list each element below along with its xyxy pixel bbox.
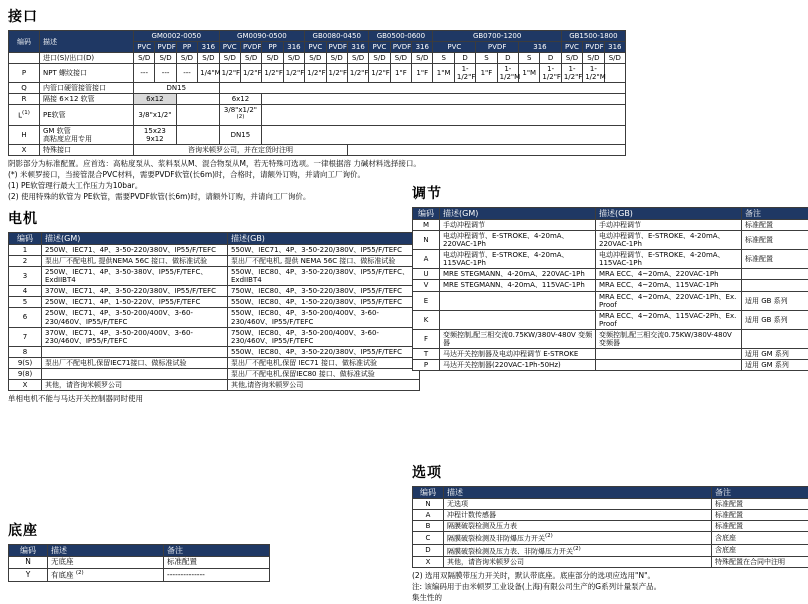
cell-remark: 标准配置 <box>742 231 808 250</box>
row-desc: PE软管 <box>40 105 134 125</box>
cell <box>176 105 219 125</box>
table-row <box>413 220 808 231</box>
row-code: 4 <box>9 286 42 297</box>
cell: S/D <box>390 53 411 64</box>
row-code <box>9 53 40 64</box>
cell: S/D <box>262 53 283 64</box>
sub-316: 316 <box>347 42 368 53</box>
cell: 15x23 9x12 <box>134 125 177 144</box>
section-options <box>412 462 802 604</box>
cell: DN15 <box>219 125 262 144</box>
cell-desc: 无底座 <box>48 557 164 569</box>
section-options-title: 选项 <box>412 462 802 482</box>
row-code: C <box>413 532 444 544</box>
cell-gb: 550W、IEC80、4P、3-50-200/400V、3-60-230/460V、IP55/F/TEFC <box>228 308 420 327</box>
table-row <box>9 368 420 379</box>
group-gb0500: GB0500-0600 <box>369 31 433 42</box>
cell <box>176 94 219 105</box>
cell-gb: 泵出厂不配电机, 提供 NEMA 56C 接口、做标准试验 <box>228 256 420 267</box>
row-code: A <box>413 510 444 521</box>
cell: 咨询米顿罗公司，并在定货时注明 <box>134 144 348 155</box>
table-row <box>9 256 420 267</box>
regulation-table <box>412 207 808 371</box>
cell <box>262 105 626 125</box>
options-note-0: (2) 选用双隔膜带压力开关时，默认带底座。底座部分的选项应选用"N"。 <box>412 571 802 582</box>
cell: --- <box>155 64 176 83</box>
cell-desc: 其他，请咨询米顿罗公司 <box>444 557 712 568</box>
row-code: R <box>9 94 40 105</box>
section-regulation-title: 调节 <box>412 183 802 203</box>
group-gb0700: GB0700-1200 <box>433 31 561 42</box>
table-row <box>413 291 808 310</box>
cell-gm <box>42 346 228 357</box>
cell: S/D <box>326 53 347 64</box>
cell: --- <box>176 64 197 83</box>
cell-gm: 250W、IEC71、4P、3-50-220/380V、IP55/F/TEFC <box>42 245 228 256</box>
table-row <box>9 53 626 64</box>
table-row <box>413 521 808 532</box>
table-row <box>9 346 420 357</box>
sub-pvdf: PVDF <box>240 42 261 53</box>
sub-316: 316 <box>519 42 562 53</box>
section-interface <box>8 6 628 202</box>
table-row <box>9 267 420 286</box>
cell-gm: MRE STEGMANN、4-20mA、220VAC-1Ph <box>440 269 596 280</box>
table-row <box>9 125 626 144</box>
cell: S <box>519 53 540 64</box>
group-gm0090: GM0090-0500 <box>219 31 305 42</box>
sub-316: 316 <box>198 42 219 53</box>
cell: S <box>433 53 454 64</box>
cell-gm: 电动冲程调节、E-STROKE、4-20mA、220VAC-1Ph <box>440 231 596 250</box>
row-code: X <box>9 379 42 390</box>
cell: S/D <box>155 53 176 64</box>
row-code: E <box>413 291 440 310</box>
cell-gm: 泵出厂不配电机,保留IEC71接口、做标准试验 <box>42 357 228 368</box>
col-code: 编码 <box>9 31 40 53</box>
cell: 1/2"F <box>262 64 283 83</box>
row-desc: GM 软管 高粘度应用专用 <box>40 125 134 144</box>
cell-gm: 250W、IEC71、4P、1-50-220V、IP55/F/TEFC <box>42 297 228 308</box>
row-code: F <box>413 329 440 348</box>
table-row <box>413 359 808 370</box>
sub-316: 316 <box>604 42 625 53</box>
cell-desc: 无选项 <box>444 499 712 510</box>
cell: 1"M <box>433 64 454 83</box>
interface-note-1: (*) 米顿罗接口，当接管混合PVC材料，需要PVDF软管(长6m)时，合格时，请额外订购，并请向工厂询价。 <box>8 170 628 181</box>
cell-gm: 泵出厂不配电机, 提供NEMA 56C 接口、做标准试验 <box>42 256 228 267</box>
table-row <box>9 297 420 308</box>
table-row <box>413 231 808 250</box>
cell: 1/4"M <box>198 64 219 83</box>
row-code: K <box>413 310 440 329</box>
cell: 1/2"F <box>326 64 347 83</box>
cell: 1"F <box>476 64 497 83</box>
row-code: D <box>413 544 444 556</box>
col-desc-gm: 描述(GM) <box>440 208 596 220</box>
cell: 1"F <box>412 64 433 83</box>
sub-pp: PP <box>176 42 197 53</box>
sub-pvc: PVC <box>561 42 582 53</box>
table-header-row <box>9 545 270 557</box>
cell: 1/2"F <box>305 64 326 83</box>
cell-gm: 250W、IEC71、4P、3-50-380V、IP55/F/TEFC、ExdIIBT4 <box>42 267 228 286</box>
cell-gb: MRA ECC、4~20mA、115VAC-2Ph、Ex. Proof <box>596 310 742 329</box>
cell-gb <box>596 348 742 359</box>
sub-pvc: PVC <box>305 42 326 53</box>
table-row <box>413 499 808 510</box>
row-desc: 特殊接口 <box>40 144 134 155</box>
interface-table <box>8 30 626 156</box>
row-desc: 内管口硬管接管接口 <box>40 83 134 94</box>
cell: S/D <box>583 53 604 64</box>
table-header-row <box>9 31 626 42</box>
cell-remark: 标准配置 <box>164 557 270 569</box>
table-row <box>9 83 626 94</box>
row-desc: 隔接 6×12 软管 <box>40 94 134 105</box>
cell-gb: 变频控制,配三相交流0.75KW/380V-480V 变频器 <box>596 329 742 348</box>
cell <box>262 125 626 144</box>
cell-gm <box>440 310 596 329</box>
cell: 1-1/2"M <box>583 64 604 83</box>
row-code: Q <box>9 83 40 94</box>
cell: S/D <box>283 53 304 64</box>
cell-remark: 特殊配置在合同中注明 <box>712 557 808 568</box>
cell: S/D <box>240 53 261 64</box>
col-code: 编码 <box>9 545 48 557</box>
row-code: P <box>9 64 40 83</box>
table-header-row <box>413 487 808 499</box>
sub-pvdf: PVDF <box>476 42 519 53</box>
sub-pvc: PVC <box>219 42 240 53</box>
cell: S <box>476 53 497 64</box>
cell-gb: 电动冲程调节、E-STROKE、4-20mA、220VAC-1Ph <box>596 231 742 250</box>
cell: S/D <box>412 53 433 64</box>
row-code: A <box>413 250 440 269</box>
cell-remark: 适用 GB 系列 <box>742 310 808 329</box>
row-code: 9(S) <box>9 357 42 368</box>
cell: 1-1/2"F <box>540 64 561 83</box>
cell-desc: 有底座 $^{(2)}$ <box>48 568 164 581</box>
cell-gm: MRE STEGMANN、4-20mA、115VAC-1Ph <box>440 280 596 291</box>
row-code: 7 <box>9 327 42 346</box>
cell-desc: 隔膜破裂检测及压力表、非防爆压力开关$^{(2)}$ <box>444 544 712 556</box>
sub-pvdf: PVDF <box>390 42 411 53</box>
col-code: 编码 <box>9 233 42 245</box>
cell-gm: 电动冲程调节、E-STROKE、4-20mA、115VAC-1Ph <box>440 250 596 269</box>
cell: D <box>454 53 475 64</box>
cell-gb: 泵出厂不配电机,保留IEC80 接口、做标准试验 <box>228 368 420 379</box>
col-desc: 描述 <box>48 545 164 557</box>
cell: 1/2"F <box>347 64 368 83</box>
row-code: 6 <box>9 308 42 327</box>
cell: 3/8"x1/2" <box>134 105 177 125</box>
cell-gm: 马达开关控制器(220VAC-1Ph-50Hz) <box>440 359 596 370</box>
section-interface-title: 接口 <box>8 6 628 26</box>
sub-pvc: PVC <box>433 42 476 53</box>
sub-pvdf: PVDF <box>583 42 604 53</box>
cell-gm: 手动冲程调节 <box>440 220 596 231</box>
table-row <box>9 286 420 297</box>
table-row <box>413 250 808 269</box>
col-code: 编码 <box>413 208 440 220</box>
cell: DN15 <box>134 83 220 94</box>
col-desc-gb: 描述(GB) <box>596 208 742 220</box>
cell: 1/2"F <box>219 64 240 83</box>
table-row <box>9 327 420 346</box>
row-code: B <box>413 521 444 532</box>
cell: --- <box>134 64 155 83</box>
cell: S/D <box>305 53 326 64</box>
section-motor <box>8 208 408 405</box>
cell-remark: 含底座 <box>712 532 808 544</box>
cell: 1/2"F <box>369 64 390 83</box>
cell: S/D <box>198 53 219 64</box>
row-code: 9(8) <box>9 368 42 379</box>
sub-pp: PP <box>262 42 283 53</box>
table-row <box>413 544 808 556</box>
sub-316: 316 <box>283 42 304 53</box>
table-row <box>9 245 420 256</box>
sub-316: 316 <box>412 42 433 53</box>
cell: S/D <box>219 53 240 64</box>
cell-gm: 其他，请咨询米顿罗公司 <box>42 379 228 390</box>
cell-remark <box>742 269 808 280</box>
row-code: U <box>413 269 440 280</box>
table-row <box>413 557 808 568</box>
cell-gm: 250W、IEC71、4P、3-50-200/400V、3-60-230/460V、IP55/F/TEFC <box>42 308 228 327</box>
table-row <box>9 379 420 390</box>
cell-gb: 电动冲程调节、E-STROKE、4-20mA、115VAC-1Ph <box>596 250 742 269</box>
table-row <box>9 568 270 581</box>
cell-gm <box>440 291 596 310</box>
cell: 1/2"F <box>283 64 304 83</box>
base-table <box>8 544 270 582</box>
motor-table <box>8 232 420 391</box>
row-code: V <box>413 280 440 291</box>
cell-gm: 370W、IEC71、4P、3-50-220/380V、IP55/F/TEFC <box>42 286 228 297</box>
row-code: 3 <box>9 267 42 286</box>
table-row <box>9 105 626 125</box>
options-note-2: 集生性的 <box>412 593 802 604</box>
cell-desc: 隔膜破裂检测及非防爆压力开关$^{(2)}$ <box>444 532 712 544</box>
col-remark: 备注 <box>164 545 270 557</box>
section-base-title: 底座 <box>8 520 258 540</box>
row-code: 5 <box>9 297 42 308</box>
col-code: 编码 <box>413 487 444 499</box>
row-desc: NPT 螺纹接口 <box>40 64 134 83</box>
cell: D <box>497 53 518 64</box>
row-code: X <box>9 144 40 155</box>
cell-gb: MRA ECC、4~20mA、220VAC-1Ph <box>596 269 742 280</box>
table-row <box>9 308 420 327</box>
table-row <box>413 269 808 280</box>
table-row <box>9 557 270 569</box>
cell-remark: 标准配置 <box>742 220 808 231</box>
cell-remark <box>742 280 808 291</box>
sub-pvc: PVC <box>369 42 390 53</box>
table-row <box>9 144 626 155</box>
section-regulation <box>412 183 802 371</box>
col-remark: 备注 <box>742 208 808 220</box>
cell-gm: 370W、IEC71、4P、3-50-200/400V、3-60-230/460V、IP55/F/TEFC <box>42 327 228 346</box>
cell: 1"M <box>519 64 540 83</box>
section-motor-title: 电机 <box>8 208 408 228</box>
cell: 1-1/2"F <box>454 64 475 83</box>
cell-gb: 550W、IEC80、4P、3-50-220/380V、IP55/F/TEFC <box>228 346 420 357</box>
cell-gb: 其他,请咨询米顿罗公司 <box>228 379 420 390</box>
row-code: 2 <box>9 256 42 267</box>
group-gb1500: GB1500-1800 <box>561 31 625 42</box>
row-desc: 进口(S)/出口(D) <box>40 53 134 64</box>
row-code: H <box>9 125 40 144</box>
col-desc-gm: 描述(GM) <box>42 233 228 245</box>
cell-gb: 750W、IEC80、4P、3-50-220/380V、IP55/F/TEFC <box>228 286 420 297</box>
table-row <box>413 510 808 521</box>
cell: S/D <box>561 53 582 64</box>
sub-pvdf: PVDF <box>155 42 176 53</box>
cell-gb: 手动冲程调节 <box>596 220 742 231</box>
col-desc: 描述 <box>40 31 134 53</box>
cell-remark: 适用 GM 系列 <box>742 359 808 370</box>
row-code: T <box>413 348 440 359</box>
table-row <box>9 64 626 83</box>
cell: S/D <box>604 53 625 64</box>
col-desc-gb: 描述(GB) <box>228 233 420 245</box>
row-code: N <box>413 499 444 510</box>
cell: 6x12 <box>219 94 262 105</box>
group-gb0080: GB0080-0450 <box>305 31 369 42</box>
col-desc: 描述 <box>444 487 712 499</box>
cell-remark: 含底座 <box>712 544 808 556</box>
row-code: X <box>413 557 444 568</box>
options-note-1: 注: 该编码用于由米顿罗工业设备(上海)有限公司生产的G系列计量泵产品。 <box>412 582 802 593</box>
sub-pvc: PVC <box>134 42 155 53</box>
row-code: N <box>413 231 440 250</box>
row-code: M <box>413 220 440 231</box>
cell <box>219 83 625 94</box>
cell: S/D <box>176 53 197 64</box>
cell: S/D <box>347 53 368 64</box>
cell-gb: 550W、IEC71、4P、3-50-220/380V、IP55/F/TEFC <box>228 245 420 256</box>
cell-gb: 750W、IEC80、4P、3-50-200/400V、3-60-230/460V、IP55/F/TEFC <box>228 327 420 346</box>
cell: 1-1/2"F <box>561 64 582 83</box>
table-row <box>413 280 808 291</box>
table-row <box>413 329 808 348</box>
motor-note: 单相电机不能与马达开关控制器同时使用 <box>8 394 408 405</box>
cell-gb <box>596 359 742 370</box>
table-row <box>413 348 808 359</box>
cell-gm: 变频控制,配三相交流0.75KW/380V-480V 变频器 <box>440 329 596 348</box>
cell <box>604 64 625 83</box>
cell-gb: MRA ECC、4~20mA、220VAC-1Ph、Ex. Proof <box>596 291 742 310</box>
table-row <box>413 532 808 544</box>
cell: S/D <box>369 53 390 64</box>
cell: D <box>540 53 561 64</box>
cell-remark: 标准配置 <box>742 250 808 269</box>
cell-desc: 冲程计数传感器 <box>444 510 712 521</box>
interface-note-0: 阴影部分为标准配置。应首选：高粘度泵从、浆料泵从M、混合物泵从M，若无特殊可选项。一律根据溶 力碱材料选择接口。 <box>8 159 628 170</box>
row-code: 1 <box>9 245 42 256</box>
cell-remark: -------------- <box>164 568 270 581</box>
cell: 1-1/2"M <box>497 64 518 83</box>
row-code: P <box>413 359 440 370</box>
group-gm0002: GM0002-0050 <box>134 31 220 42</box>
table-row <box>9 357 420 368</box>
cell: 1"F <box>390 64 411 83</box>
cell-desc: 隔膜破裂检测及压力表 <box>444 521 712 532</box>
section-base <box>8 520 258 582</box>
cell-remark <box>742 329 808 348</box>
row-code: N <box>9 557 48 569</box>
cell: 3/8"x1/2"$^{(2)}$ <box>219 105 262 125</box>
row-code: $L^{(1)}$ <box>9 105 40 125</box>
interface-note-2: (1) PE软管理行最大工作压力为10bar。 <box>8 181 628 192</box>
cell-remark: 适用 GB 系列 <box>742 291 808 310</box>
cell: 1/2"F <box>240 64 261 83</box>
table-row <box>413 310 808 329</box>
row-code: 8 <box>9 346 42 357</box>
table-header-row <box>413 208 808 220</box>
sub-pvdf: PVDF <box>326 42 347 53</box>
cell-gb: 泵出厂不配电机,保留 IEC71 接口、做标准试验 <box>228 357 420 368</box>
cell-remark: 标准配置 <box>712 521 808 532</box>
cell-remark: 标准配置 <box>712 510 808 521</box>
cell-gm: 马达开关控制器及电动冲程调节 E-STROKE <box>440 348 596 359</box>
cell-gb: 550W、IEC80、4P、3-50-220/380V、IP55/F/TEFC、ExdIIBT4 <box>228 267 420 286</box>
cell <box>176 125 219 144</box>
col-remark: 备注 <box>712 487 808 499</box>
cell: S/D <box>134 53 155 64</box>
options-table <box>412 486 808 568</box>
cell-gm <box>42 368 228 379</box>
interface-note-3: (2) 使用特殊的软管为 PE软管，需要PVDF软管(长6m)时，请额外订购，并请向工厂询价。 <box>8 192 628 203</box>
cell-remark: 标准配置 <box>712 499 808 510</box>
cell-remark: 适用 GM 系列 <box>742 348 808 359</box>
cell <box>262 94 626 105</box>
cell-gb: 550W、IEC80、4P、1-50-220/380V、IP55/F/TEFC <box>228 297 420 308</box>
table-row <box>9 94 626 105</box>
cell-gb: MRA ECC、4~20mA、115VAC-1Ph <box>596 280 742 291</box>
cell <box>347 144 625 155</box>
cell: 6x12 <box>134 94 177 105</box>
table-header-row <box>9 233 420 245</box>
row-code: Y <box>9 568 48 581</box>
